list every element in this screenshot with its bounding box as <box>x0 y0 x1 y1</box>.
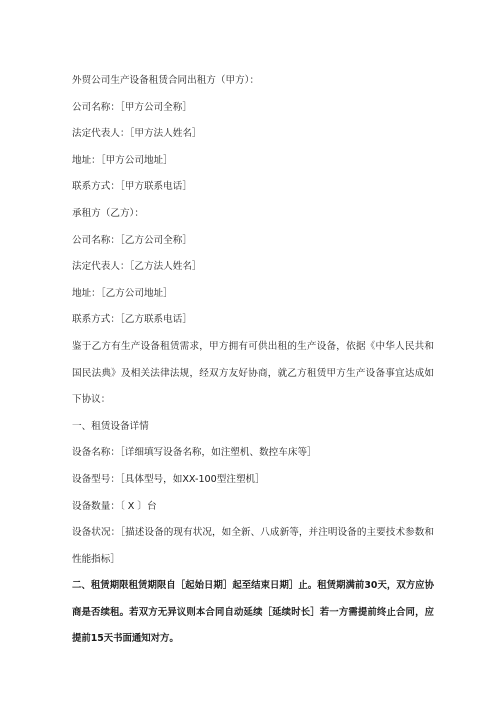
equipment-quantity: 设备数量：〔 X 〕台 <box>72 500 157 512</box>
lessor-company-name: 公司名称：［甲方公司全称］ <box>72 101 192 113</box>
lessee-address: 地址：［乙方公司地址］ <box>72 287 173 299</box>
section-2-lease-term: 二、租赁期限租赁期限自［起始日期］起至结束日期］止。租赁期满前30天，双方应协商是否续租。若双方无异议则本合同自动延续［延续时长］若一方需提前终止合同，应提前15天书面通知对方。 <box>72 580 434 645</box>
equipment-name: 设备名称：［详细填写设备名称，如注塑机、数控车床等］ <box>72 447 317 459</box>
contract-body <box>72 68 434 653</box>
lessor-legal-rep: 法定代表人：［甲方法人姓名］ <box>72 128 202 140</box>
equipment-status: 设备状况：［描述设备的现有状况，如全新、八成新等，并注明设备的主要技术参数和性能指标］ <box>72 527 434 565</box>
lessee-legal-rep: 法定代表人：［乙方法人姓名］ <box>72 261 202 273</box>
intro-paragraph: 鉴于乙方有生产设备租赁需求，甲方拥有可供出租的生产设备，依据《中华人民共和国民法典》及相关法律法规，经双方友好协商，就乙方租赁甲方生产设备事宜达成如下协议： <box>72 340 434 406</box>
lessee-company-name: 公司名称：［乙方公司全称］ <box>72 234 192 246</box>
contract-title-lessor: 外贸公司生产设备租赁合同出租方（甲方）： <box>72 75 260 86</box>
lessor-address: 地址：［甲方公司地址］ <box>72 154 173 166</box>
lessor-contact: 联系方式：［甲方联系电话］ <box>72 181 192 193</box>
lessee-heading: 承租方（乙方）： <box>72 207 144 219</box>
lessee-contact: 联系方式：［乙方联系电话］ <box>72 314 192 326</box>
section-1-heading: 一、租赁设备详情 <box>72 420 149 432</box>
equipment-model: 设备型号：［具体型号，如XX-100型注塑机］ <box>72 473 265 485</box>
